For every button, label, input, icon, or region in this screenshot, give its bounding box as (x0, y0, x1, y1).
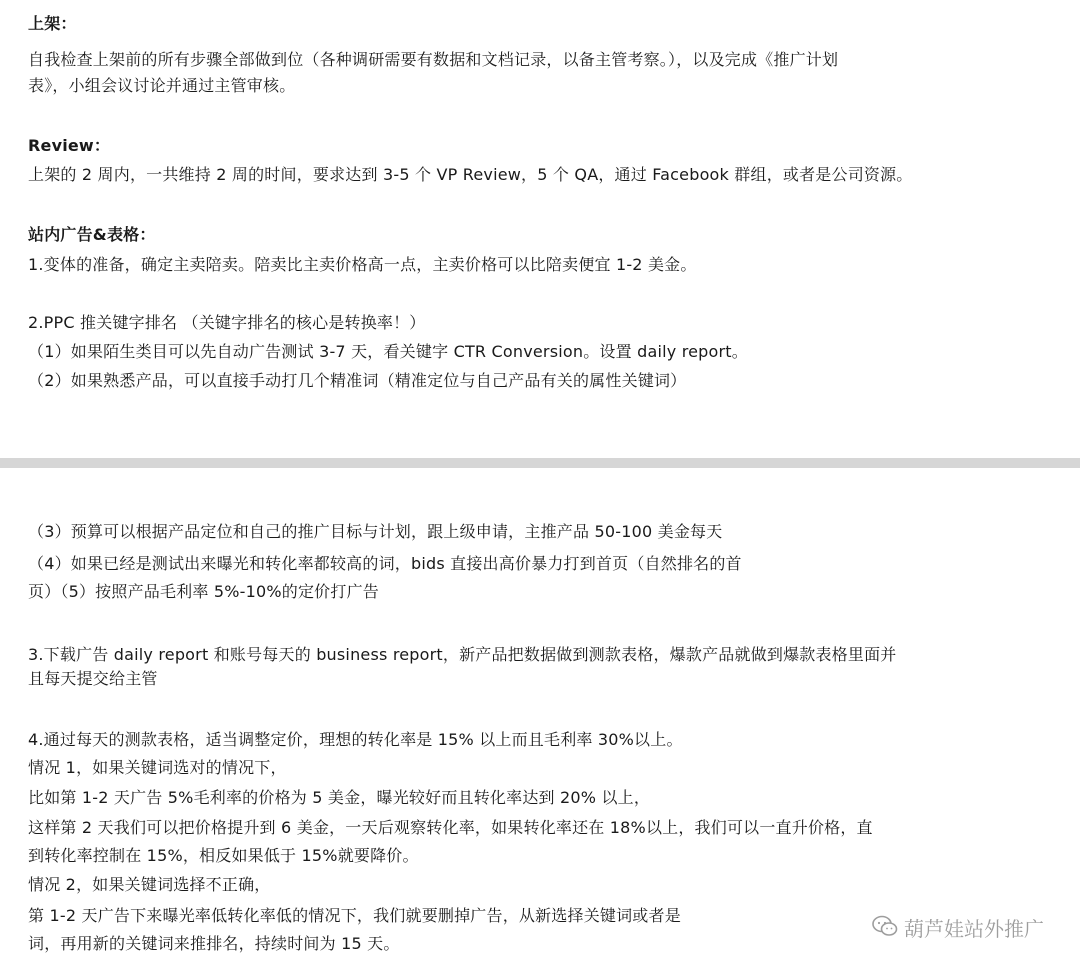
page-separator (0, 458, 1080, 468)
paragraph-line: 到转化率控制在 15%，相反如果低于 15%就要降价。 (28, 846, 419, 865)
paragraph-line: 这样第 2 天我们可以把价格提升到 6 美金，一天后观察转化率，如果转化率还在 18%以上，我们可以一直升价格，直 (28, 818, 873, 837)
watermark (872, 915, 1044, 942)
paragraph-line: 表》，小组会议讨论并通过主管审核。 (28, 76, 296, 95)
list-sub-item: （4）如果已经是测试出来曝光和转化率都较高的词，bids 直接出高价暴力打到首页（自然排名的首 (28, 554, 742, 573)
document-page-1 (0, 0, 1080, 458)
list-item: 4.通过每天的测款表格，适当调整定价，理想的转化率是 15% 以上而且毛利率 30%以上。 (28, 730, 683, 749)
list-item: 3.下载广告 daily report 和账号每天的 business report，新产品把数据做到测款表格，爆款产品就做到爆款表格里面并 (28, 645, 897, 664)
paragraph-line: 比如第 1-2 天广告 5%毛利率的价格为 5 美金，曝光较好而且转化率达到 20% 以上， (28, 788, 651, 807)
paragraph-line: 上架的 2 周内，一共维持 2 周的时间，要求达到 3-5 个 VP Review，5 个 QA，通过 Facebook 群组，或者是公司资源。 (28, 165, 913, 184)
paragraph-line: 自我检查上架前的所有步骤全部做到位（各种调研需要有数据和文档记录，以备主管考察。），以及完成《推广计划 (28, 50, 839, 69)
list-item: 2.PPC 推关键字排名 （关键字排名的核心是转换率！） (28, 313, 426, 332)
list-sub-item: （2）如果熟悉产品，可以直接手动打几个精准词（精准定位与自己产品有关的属性关键词） (28, 371, 687, 390)
case-title: 情况 2，如果关键词选择不正确， (28, 875, 271, 894)
heading-listing: 上架： (28, 14, 77, 33)
paragraph-line: 词，再用新的关键词来推排名，持续时间为 15 天。 (28, 934, 400, 953)
wechat-icon (872, 915, 898, 942)
case-title: 情况 1，如果关键词选对的情况下， (28, 758, 287, 777)
paragraph-line: 页）（5）按照产品毛利率 5%-10%的定价打广告 (28, 582, 379, 601)
heading-ads: 站内广告&表格： (28, 225, 156, 244)
paragraph-line: 且每天提交给主管 (28, 669, 158, 688)
heading-review: Review： (28, 136, 111, 155)
watermark-text: 葫芦娃站外推广 (904, 916, 1044, 941)
list-sub-item: （3）预算可以根据产品定位和自己的推广目标与计划，跟上级申请，主推产品 50-100 美金每天 (28, 522, 723, 541)
paragraph-line: 第 1-2 天广告下来曝光率低转化率低的情况下，我们就要删掉广告，从新选择关键词或者是 (28, 906, 681, 925)
document-page-2 (0, 468, 1080, 974)
list-sub-item: （1）如果陌生类目可以先自动广告测试 3-7 天，看关键字 CTR Conversion。设置 daily report。 (28, 342, 748, 361)
list-item: 1.变体的准备，确定主卖陪卖。陪卖比主卖价格高一点，主卖价格可以比陪卖便宜 1-2 美金。 (28, 255, 697, 274)
